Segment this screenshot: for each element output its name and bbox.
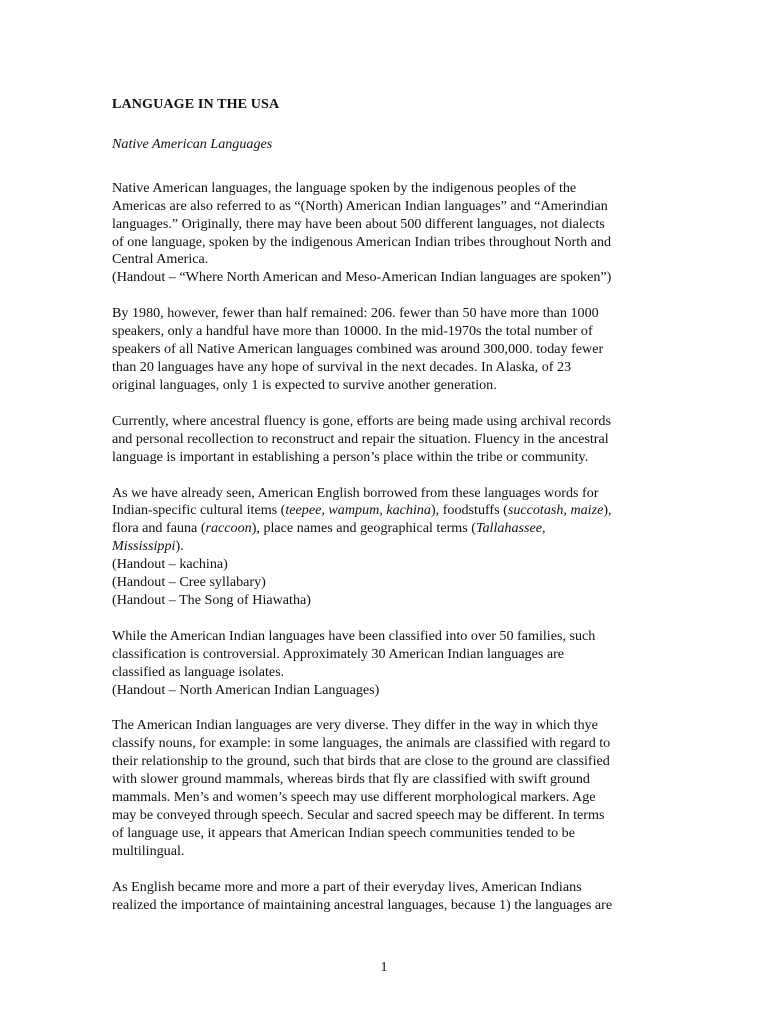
text-line bbox=[112, 341, 652, 359]
text-line bbox=[112, 807, 652, 825]
text-line bbox=[112, 520, 652, 538]
text-line bbox=[112, 234, 652, 252]
text-run: mammals. Men’s and women’s speech may use different morphological markers. Age bbox=[112, 789, 596, 806]
text-line bbox=[112, 485, 652, 503]
text-run: Native American languages, the language spoken by the indigenous peoples of the bbox=[112, 179, 577, 196]
text-run: By 1980, however, fewer than half remained: 206. fewer than 50 have more than 1000 bbox=[112, 305, 599, 322]
text-line bbox=[112, 216, 652, 234]
text-line bbox=[112, 843, 652, 861]
text-line bbox=[112, 359, 652, 377]
text-line bbox=[112, 628, 652, 646]
text-line bbox=[112, 377, 652, 395]
text-line bbox=[112, 592, 652, 610]
text-line bbox=[112, 413, 652, 431]
text-line bbox=[112, 180, 652, 198]
text-line bbox=[112, 879, 652, 897]
text-line bbox=[112, 753, 652, 771]
text-line bbox=[112, 682, 652, 700]
text-line bbox=[112, 789, 652, 807]
text-line bbox=[112, 323, 652, 341]
text-run: ), place names and geographical terms ( bbox=[251, 520, 476, 537]
paragraph bbox=[112, 413, 652, 467]
text-run: (Handout – “Where North American and Meso-American Indian languages are spoken”) bbox=[112, 269, 612, 286]
text-run: Americas are also referred to as “(North) American Indian languages” and “Amerindian bbox=[112, 197, 608, 214]
text-line bbox=[112, 538, 652, 556]
paragraph bbox=[112, 305, 652, 395]
text-line bbox=[112, 269, 652, 287]
paragraph bbox=[112, 717, 652, 860]
text-run: ), bbox=[603, 502, 612, 519]
text-run: classify nouns, for example: in some languages, the animals are classified with regard to bbox=[112, 735, 611, 752]
text-line bbox=[112, 735, 652, 753]
text-run: (Handout – The Song of Hiawatha) bbox=[112, 591, 311, 608]
page-number: 1 bbox=[380, 960, 388, 975]
text-line bbox=[112, 646, 652, 664]
text-run: classification is controversial. Approximately 30 American Indian languages are bbox=[112, 645, 565, 662]
text-run: As English became more and more a part of their everyday lives, American Indians bbox=[112, 878, 582, 895]
text-run: flora and fauna ( bbox=[112, 520, 206, 537]
text-line bbox=[112, 825, 652, 843]
text-run: multilingual. bbox=[112, 842, 185, 859]
text-run: may be conveyed through speech. Secular and sacred speech may be different. In terms bbox=[112, 807, 605, 823]
text-run: (Handout – North American Indian Languages) bbox=[112, 681, 380, 698]
text-line bbox=[112, 556, 652, 574]
text-run: speakers of all Native American languages combined was around 300,000. today fewer bbox=[112, 341, 604, 358]
text-run: Currently, where ancestral fluency is gone, efforts are being made using archival records bbox=[112, 412, 611, 429]
text-run: speakers, only a handful have more than 10000. In the mid-1970s the total number of bbox=[112, 323, 593, 340]
text-run: of language use, it appears that American Indian speech communities tended to be bbox=[112, 824, 575, 841]
text-run: The American Indian languages are very diverse. They differ in the way in which thye bbox=[112, 717, 598, 734]
italic-term: Tallahassee, bbox=[475, 520, 546, 537]
text-line bbox=[112, 251, 652, 269]
text-run: their relationship to the ground, such that birds that are close to the ground are classified bbox=[112, 753, 610, 770]
text-run: realized the importance of maintaining ancestral languages, because 1) the languages are bbox=[112, 896, 613, 913]
text-run: While the American Indian languages have been classified into over 50 families, such bbox=[112, 627, 596, 644]
text-run: (Handout – Cree syllabary) bbox=[112, 574, 266, 591]
text-run: languages.” Originally, there may have been about 500 different languages, not dialects bbox=[112, 215, 605, 232]
italic-term: Mississippi bbox=[112, 538, 176, 555]
text-run: (Handout – kachina) bbox=[112, 556, 228, 573]
text-line bbox=[112, 574, 652, 592]
text-line bbox=[112, 664, 652, 682]
document-page bbox=[112, 96, 652, 933]
text-run: than 20 languages have any hope of survival in the next decades. In Alaska, of 23 bbox=[112, 358, 572, 375]
text-line bbox=[112, 449, 652, 467]
italic-term: teepee, wampum, kachina bbox=[285, 502, 431, 519]
document-body bbox=[112, 180, 652, 915]
section-subtitle: Native American Languages bbox=[112, 135, 273, 152]
text-run: Central America. bbox=[112, 251, 209, 268]
text-run: of one language, spoken by the indigenous American Indian tribes throughout North and bbox=[112, 233, 612, 250]
text-run: As we have already seen, American English borrowed from these languages words for bbox=[112, 484, 599, 501]
text-run: classified as language isolates. bbox=[112, 663, 285, 680]
text-line bbox=[112, 717, 652, 735]
text-line bbox=[112, 502, 652, 520]
paragraph bbox=[112, 879, 652, 915]
text-line bbox=[112, 431, 652, 449]
text-line bbox=[112, 305, 652, 323]
text-run: ), foodstuffs ( bbox=[430, 502, 508, 519]
text-run: and personal recollection to reconstruct and repair the situation. Fluency in the ancestral bbox=[112, 430, 609, 447]
paragraph bbox=[112, 180, 652, 287]
paragraph bbox=[112, 628, 652, 700]
paragraph bbox=[112, 485, 652, 610]
text-line bbox=[112, 771, 652, 789]
document-title: LANGUAGE IN THE USA bbox=[112, 96, 280, 112]
text-line bbox=[112, 897, 652, 915]
text-run: ). bbox=[175, 538, 184, 555]
italic-term: raccoon bbox=[205, 520, 252, 537]
text-run: original languages, only 1 is expected to survive another generation. bbox=[112, 376, 497, 393]
text-run: language is important in establishing a person’s place within the tribe or community. bbox=[112, 448, 589, 465]
italic-term: succotash, maize bbox=[507, 502, 604, 519]
text-run: Indian-specific cultural items ( bbox=[112, 502, 286, 519]
text-run: with slower ground mammals, whereas birds that fly are classified with swift ground bbox=[112, 771, 590, 788]
text-line bbox=[112, 198, 652, 216]
